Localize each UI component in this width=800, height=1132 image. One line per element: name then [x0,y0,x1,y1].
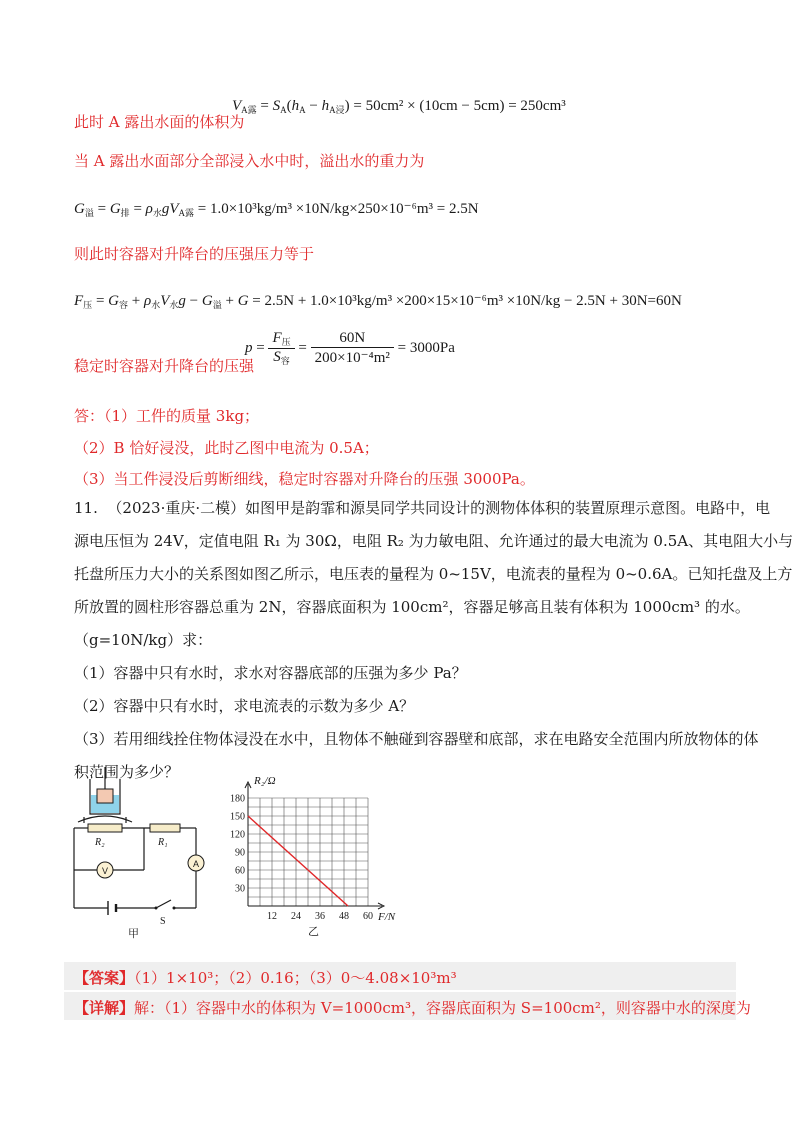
answer-line-1: 答：（1）工件的质量 3kg； [74,407,260,425]
question-line-1: 如图甲是韵霏和源昊同学共同设计的测物体体积的装置原理示意图。电路中，电 [245,499,771,517]
a-exposed-label: 此时 A 露出水面的体积为 [74,113,245,131]
chart-tick-labels [230,794,373,923]
overflow-intro: 当 A 露出水面部分全部浸入水中时，溢出水的重力为 [74,152,425,170]
chart-x-label: F/N [378,911,396,923]
question-line-4: 所放置的圆柱形容器总重为 2N，容器底面积为 100cm²，容器足够高且装有体积为 1000cm³ 的水。 [74,598,750,616]
y-tick-label: 120 [230,829,245,841]
y-tick-label: 60 [235,865,245,877]
x-tick-label: 36 [315,911,325,922]
chart-y-label: R₂/Ω [254,775,276,787]
v-exposed-result: = 50cm² × (10cm − 5cm) = 250cm³ [353,98,566,114]
p-result: = 3000Pa [397,339,455,356]
p-denominator: 200×10⁻⁴m² [311,347,394,367]
question-source: （2023·重庆·二模） [107,499,246,517]
question-11 [74,492,794,789]
r2-force-chart [224,770,404,940]
chart-caption: 乙 [308,925,319,938]
detail-box [64,992,751,1020]
answer-tag: 【答案】 [74,969,135,987]
detail-text: 解：（1）容器中水的体积为 V=1000cm³，容器底面积为 S=100cm²，则容器中水的深度为 [134,999,751,1017]
tray-line [78,816,132,822]
label-switch: S [160,916,166,927]
chart-grid [248,798,368,906]
g-overflow-result: = 1.0×10³kg/m³ ×10N/kg×250×10⁻⁶m³ = 2.5N [197,201,479,217]
chart-axes [245,782,384,909]
x-tick-label: 24 [291,911,301,922]
answer-box-content [74,967,457,988]
g-overflow-formula: $G_溢 = G_排 = \rho_水gV_{A露} = 1.0\times 10^3kg/m^3 \times 10N/kg\times 250\times 10^{-6}m^3 = 2.5N$ [74,201,479,218]
label-ammeter: A [192,859,200,869]
question-line-5: （g=10N/kg）求： [74,631,213,649]
sub-question-3b: 积范围为多少？ [74,763,180,781]
submerged-object [97,789,113,803]
y-tick-label: 30 [235,883,245,895]
p-frac-symbolic: $\frac{F_压}{S_容}$ [268,330,294,367]
circuit-caption: 甲 [128,927,139,940]
label-r2: R₂ [95,837,105,848]
y-tick-label: 180 [230,793,245,805]
v-exposed-formula: $V_{A露} = S_A(h_A - h_{A浸}) = 50cm^2 \times (10cm - 5cm) = 250cm^3$ [232,98,566,115]
sub-question-3a: （3）若用细线拴住物体浸没在水中，且物体不触碰到容器壁和底部，求在电路安全范围内所放物体的体 [74,730,759,748]
circuit-diagram [64,765,224,940]
p-numerator: 60N [339,330,366,346]
x-tick-label: 60 [363,911,373,922]
y-tick-label: 90 [235,847,245,859]
question-first-line [74,492,771,525]
f-press-result: = 2.5N + 1.0×10³kg/m³ ×200×15×10⁻⁶m³ ×10N/kg − 2.5N + 30N=60N [252,293,682,309]
question-line-3: 托盘所压力大小的关系图如图乙所示，电压表的量程为 0~15V，电流表的量程为 0~0.6A。已知托盘及上方 [74,565,793,583]
answer-line-2: （2）B 恰好浸没，此时乙图中电流为 0.5A； [74,439,379,457]
stable-pressure-label: 稳定时容器对升降台的压强 [74,357,255,375]
resistor-r1 [150,824,180,832]
label-r1: R₁ [158,837,168,848]
question-line-2: 源电压恒为 24V，定值电阻 R₁ 为 30Ω，电阻 R₂ 为力敏电阻、允许通过的最大电流为 0.5A、其电阻大小与 [74,532,794,550]
answer-text: （1）1×10³；（2）0.16；（3）0～4.08×10³m³ [134,969,457,987]
f-press-formula: $F_压 = G_容 + \rho_水V_水g - G_溢 + G = 2.5N + 1.0\times 10^3kg/m^3 \times 200\times 15\times 10^{-6}m^3 \times 10N/kg - 2.5N + 30N=60N$ [74,293,682,310]
detail-box-content [74,997,751,1018]
p-frac-values [311,330,394,367]
question-number: 11. [74,499,98,517]
y-tick-label: 150 [230,811,245,823]
p-formula: p = $\frac{F_压}{S_容}$ = $\frac{60N}{\text{200×10⁻⁴m²}}$ = 3000Pa [245,330,455,366]
x-tick-label: 48 [339,911,349,922]
label-voltmeter: V [101,866,109,876]
sub-question-1: （1）容器中只有水时，求水对容器底部的压强为多少 Pa？ [74,664,467,682]
answer-box [64,962,736,990]
x-tick-label: 12 [267,911,277,922]
resistor-r2 [88,824,122,832]
answer-line-3: （3）当工件浸没后剪断细线，稳定时容器对升降台的压强 3000Pa。 [74,470,535,488]
sub-question-2: （2）容器中只有水时，求电流表的示数为多少 A？ [74,697,415,715]
detail-tag: 【详解】 [74,999,135,1017]
pressure-force-intro: 则此时容器对升降台的压强压力等于 [74,245,315,263]
